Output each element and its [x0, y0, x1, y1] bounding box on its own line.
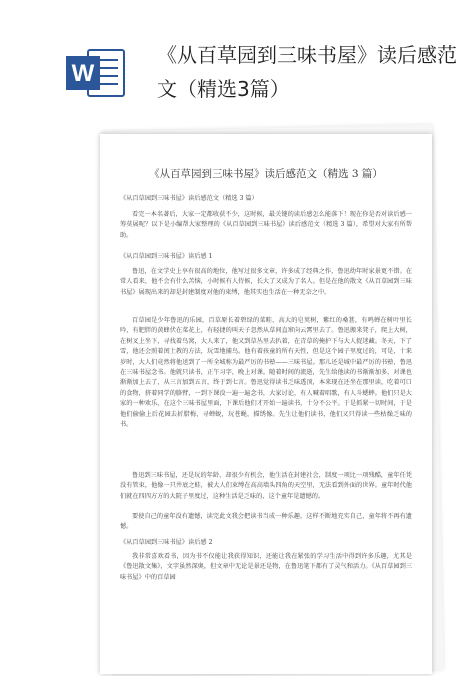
body-paragraph-4: 要使自己的童年没有遗憾，读完此文我会把读书当成一种乐趣，这样不断地充实自己，童年将不再有遗憾。 [120, 513, 412, 531]
header-banner [0, 0, 474, 118]
document-title: 《从百草园到三味书屋》读后感范文（精选 3 篇） [149, 168, 383, 180]
document-subtitle: 《从百草园到三味书屋》读后感范文（精选 3 篇） [120, 195, 258, 202]
page-title: 《从百草园到三味书屋》读后感范文（精选3篇） [157, 43, 457, 101]
body-paragraph-5: 我非常喜欢看书，因为书不仅能让我获得知识，还能让我在紧张的学习生活中得到许多乐趣，尤其是《鲁迅散文集》，文字虽然深奥，但文章中无论是景还是物，在鲁迅笔下都有了灵气和活力。《从百草园到三味书屋》中的百草园 [120, 553, 412, 581]
intro-paragraph: 看完一本名著后，大家一定都收获不少，这时候，最关键的读后感怎么能落下！现在你是否对读后感一筹莫展呢？以下是小编帮大家整理的《从百草园到三味书屋》读后感范文（精选 3 篇），希望对大家有所帮助。 [120, 211, 412, 239]
body-paragraph-2: 百草园是少年鲁迅的乐园，百草原长着碧绿的菜畦，高大的皂荚树，紫红的桑葚，有鸣蝉在树叶里长吟，有肥胖的黄蜂伏在菜花上，有轻捷的叫天子忽然从草间直窜向云霄里去了。鲁迅搬来凳子，爬上大树，在树叉上坐下，寻找着鸟窝，大人来了，他又到草丛里去扒着，在青草的掩护下与大人捉迷藏。冬天，下了雪，他还会照着闰土教的方法，玩雪地捕鸟。他有着孩童的所有天性，但是这个园子里度过的，可是，十来岁时，大人们竟然将他送到了一所全城称为最严厉的书塾——三味书屋。那儿还是城中最严厉的书塾，鲁迅在三味书屋念书。他就只读书，正午习字，晚上对课。随着时间的流逝，先生给他读的书渐渐加多，对课也渐渐加上去了，从三言加到五言，终于到七言。鲁迅觉得读书乏味透顶，本来现在还坐在那里读，吃着可口的食物，挤着同学的胳臂，一到下课没一遍一遍念书，大家讨论，有人喊着唱歌，有人斗蟋蟀。他们只是大家的一种欢乐，在这个三味书屋里面，下课后他们才开始一遍读书，十分不公平。于是抓紧一切时间，于是他们偷偷上后花园去折腊梅，寻蝉蜕，玩苍蝇，描绣像。先生让他们读书，他们又只得读一些枯燥乏味的书。 [120, 317, 412, 429]
svg-text:W: W [71, 60, 95, 87]
body-paragraph-1: 鲁迅，在文学史上享有很高的地位，他写过很多文章，许多成了经典之作，鲁迅幼年时家景更不错。在常人看来，他不会有什么苦恼，小时候有人侍候，长大了又成为了名人。但是在他的散文《从百草园到三味书屋》展现出来的却是封建制度对他的束缚，他其实也生活在一种无奈之中。 [120, 268, 412, 296]
document-page [100, 134, 432, 674]
word-document-icon [66, 46, 126, 100]
section-heading-1: 《从百草园到三味书屋》读后感 1 [120, 253, 213, 260]
section-heading-2: 《从百草园到三味书屋》读后感 2 [120, 539, 213, 546]
body-paragraph-3: 鲁迅到三味书屋，还是玩的年龄，却很少有机会，他生活在封建社会，制度一项比一项残酷，童年任凭没有管束，他像一只井底之蛙，被大人们束缚在高高墙头四角的天空里，无法看到外面的世界。童年时代他们就在四四方方的大院子里度过，这种生活是乏味的，这个童年是遗憾的。 [120, 472, 412, 500]
